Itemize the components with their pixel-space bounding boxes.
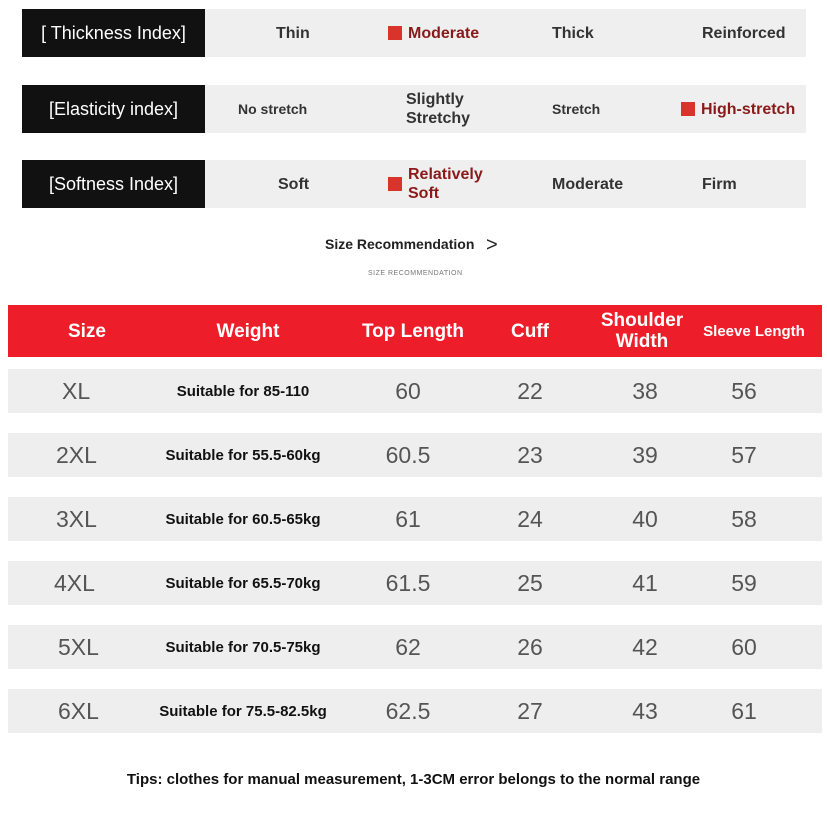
cell-shoulder: 41 xyxy=(632,569,658,596)
thickness-index-row xyxy=(22,9,806,57)
cell-sleeve: 57 xyxy=(731,441,757,468)
cell-top-length: 61 xyxy=(395,505,421,532)
size-recommendation-subtitle: SIZE RECOMMENDATION xyxy=(368,270,463,277)
size-table-header xyxy=(8,305,822,357)
cell-weight: Suitable for 55.5-60kg xyxy=(165,446,321,464)
cell-shoulder: 40 xyxy=(632,505,658,532)
table-row xyxy=(8,561,822,605)
thickness-index-label: [ Thickness Index] xyxy=(22,9,205,57)
elasticity-index-row xyxy=(22,85,806,133)
cell-sleeve: 59 xyxy=(731,569,757,596)
cell-cuff: 27 xyxy=(517,697,543,724)
cell-cuff: 25 xyxy=(517,569,543,596)
header-cuff: Cuff xyxy=(511,320,549,342)
cell-weight: Suitable for 85-110 xyxy=(176,382,310,400)
cell-size: 5XL xyxy=(58,633,99,660)
cell-size: 3XL xyxy=(56,505,97,532)
cell-cuff: 24 xyxy=(517,505,543,532)
chevron-right-icon: > xyxy=(486,234,498,256)
cell-top-length: 62 xyxy=(395,633,421,660)
softness-option-moderate: Moderate xyxy=(552,175,624,193)
cell-sleeve: 56 xyxy=(731,377,757,404)
cell-cuff: 26 xyxy=(517,633,543,660)
softness-option-soft: Soft xyxy=(278,175,310,193)
cell-cuff: 23 xyxy=(517,441,543,468)
elasticity-index-label: [Elasticity index] xyxy=(22,85,205,133)
cell-shoulder: 38 xyxy=(632,377,658,404)
thickness-option-thin: Thin xyxy=(276,24,310,42)
thickness-option-thick: Thick xyxy=(552,24,594,42)
elasticity-option-stretch: Stretch xyxy=(552,100,601,117)
selected-marker-icon xyxy=(388,26,402,40)
cell-weight: Suitable for 65.5-70kg xyxy=(165,574,321,592)
table-row xyxy=(8,433,822,477)
cell-size: 6XL xyxy=(58,697,99,724)
elasticity-option-high-stretch: High-stretch xyxy=(681,85,795,133)
header-weight: Weight xyxy=(216,320,280,342)
cell-size: 4XL xyxy=(54,569,95,596)
cell-shoulder: 43 xyxy=(632,697,658,724)
softness-option-firm: Firm xyxy=(702,175,737,193)
header-shoulder-width: Shoulder Width xyxy=(600,310,684,352)
header-size: Size xyxy=(67,320,107,342)
cell-top-length: 61.5 xyxy=(385,569,431,596)
cell-shoulder: 39 xyxy=(632,441,658,468)
table-row xyxy=(8,689,822,733)
cell-size: 2XL xyxy=(56,441,97,468)
cell-weight: Suitable for 70.5-75kg xyxy=(165,638,321,656)
thickness-option-moderate: Moderate xyxy=(388,9,479,57)
cell-top-length: 60.5 xyxy=(385,441,431,468)
cell-size: XL xyxy=(62,377,91,404)
softness-option-relatively-soft: Relatively Soft xyxy=(388,160,492,208)
elasticity-option-no-stretch: No stretch xyxy=(238,100,308,117)
selected-marker-icon xyxy=(388,177,402,191)
softness-index-label: [Softness Index] xyxy=(22,160,205,208)
cell-top-length: 62.5 xyxy=(385,697,431,724)
selected-marker-icon xyxy=(681,102,695,116)
cell-weight: Suitable for 75.5-82.5kg xyxy=(159,702,327,720)
thickness-option-reinforced: Reinforced xyxy=(702,24,786,42)
measurement-tips: Tips: clothes for manual measurement, 1-3CM error belongs to the normal range xyxy=(126,771,701,788)
cell-sleeve: 58 xyxy=(731,505,757,532)
cell-cuff: 22 xyxy=(517,377,543,404)
softness-index-row xyxy=(22,160,806,208)
cell-weight: Suitable for 60.5-65kg xyxy=(165,510,321,528)
cell-sleeve: 61 xyxy=(731,697,757,724)
cell-shoulder: 42 xyxy=(632,633,658,660)
size-recommendation-title: Size Recommendation xyxy=(325,236,475,252)
table-row xyxy=(8,625,822,669)
header-sleeve-length: Sleeve Length xyxy=(703,322,805,340)
table-row xyxy=(8,369,822,413)
cell-sleeve: 60 xyxy=(731,633,757,660)
cell-top-length: 60 xyxy=(395,377,421,404)
header-top-length: Top Length xyxy=(361,320,464,342)
table-row xyxy=(8,497,822,541)
elasticity-option-slightly-stretchy: Slightly Stretchy xyxy=(406,91,471,127)
